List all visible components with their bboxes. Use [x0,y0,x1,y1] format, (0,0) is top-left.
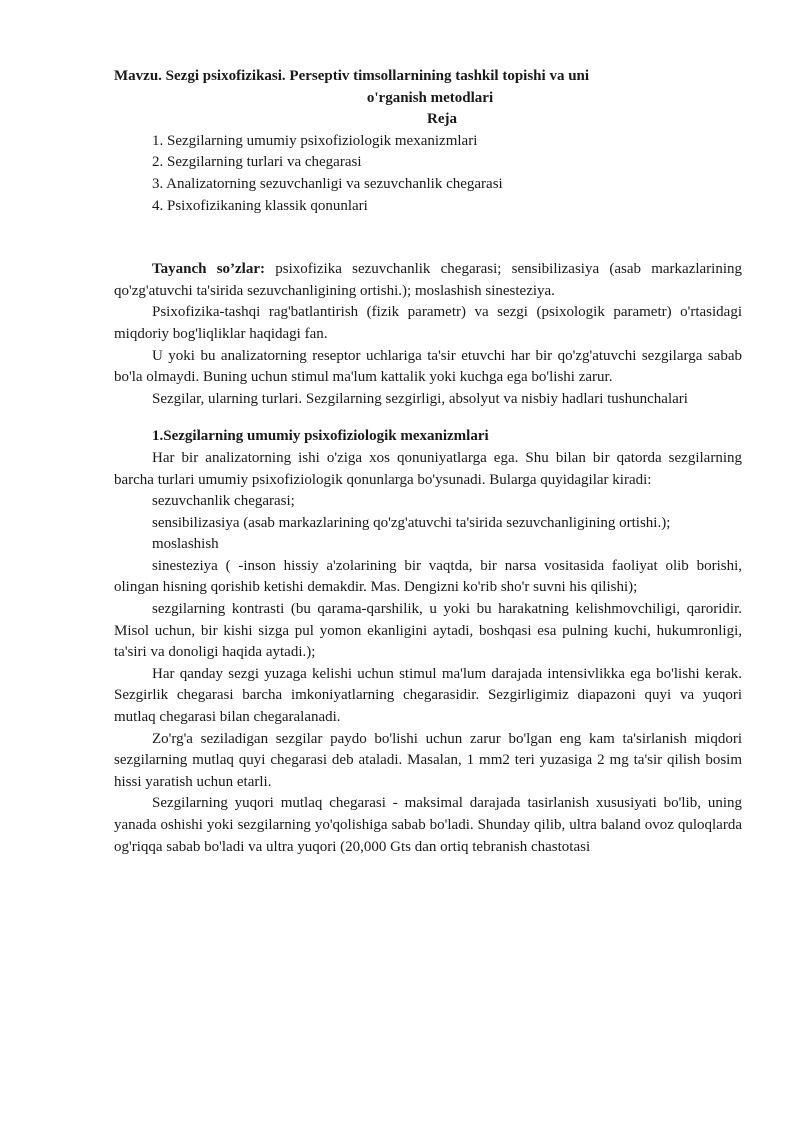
spacer [114,217,742,259]
section-1-heading: 1.Sezgilarning umumiy psixofiziologik mexanizmlari [152,428,489,445]
section-1-paragraph-lower-threshold: Zo'rg'a seziladigan sezgilar paydo bo'lishi uchun zarur bo'lgan eng kam ta'sirlanish miqdori sezgilarning mutlaq quyi chegarasi deb ataladi. Masalan, 1 mm2 teri yuzasiga 2 mg ta'sir qilish bosim hissi yaratish uchun etarli. [114,730,742,790]
document-title-line2: o'rganish metodlari [366,89,494,106]
plan-heading: Reja [427,111,457,128]
paragraph-concepts: Sezgilar, ularning turlari. Sezgilarning sezgirligi, absolyut va nisbiy hadlari tushunchalari [152,390,688,407]
paragraph-stimulus: U yoki bu analizatorning reseptor uchlariga ta'sir etuvchi har bir qo'zg'atuvchi sezgilarga sabab bo'la olmaydi. Buning uchun stimul ma'lum kattalik yoki kuchga ega bo'lishi zarur. [114,347,742,386]
section-gap [114,410,742,426]
section-1-paragraph-1: Har bir analizatorning ishi o'ziga xos qonuniyatlarga ega. Shu bilan bir qatorda sezgilarning barcha turlari umumiy psixofiziologik qonunlarga bo'ysunadi. Bularga quyidagilar kiradi: [114,449,742,488]
plan-item-4: 4. Psixofizikaning klassik qonunlari [152,197,368,214]
document-title-line1: Mavzu. Sezgi psixofizikasi. Perseptiv timsollarnining tashkil topishi va uni [114,68,590,84]
section-1-list-item-2: sensibilizasiya (asab markazlarining qo'zg'atuvchi ta'sirida sezuvchanligining ortishi.); [152,514,671,531]
section-1-paragraph-upper-threshold: Sezgilarning yuqori mutlaq chegarasi - maksimal darajada tasirlanish xususiyati bo'lib, uning yanada oshishi yoki sezgilarning yo'qolishiga sabab bo'ladi. Shunday qilib, ultra baland ovoz quloqlarda og'riqqa sabab bo'ladi va ultra yuqori (20,000 Gts dan ortiq tebranish chastotasi [114,795,742,855]
section-1-paragraph-sinesteziya: sinesteziya ( -inson hissiy a'zolarining bir vaqtda, bir narsa vositasida faoliyat olib borishi, olingan hisning qorishib ketishi demakdir. Mas. Dengizni ko'rib sho'r suvni his qilishi); [114,557,742,596]
plan-item-3: 3. Analizatorning sezuvchanligi va sezuvchanlik chegarasi [152,175,503,192]
section-1-paragraph-kontrast: sezgilarning kontrasti (bu qarama-qarshilik, u yoki bu harakatning kelishmovchiligi, qaroridir. Misol uchun, bir kishi sizga pul yomon ekanligini aytadi, boshqasi esa pulning kuchi, hukumronligi, ta'siri va donoligi haqida aytadi.); [114,601,742,661]
document-page [114,66,742,858]
key-words-paragraph [114,259,742,302]
plan-item-1: 1. Sezgilarning umumiy psixofiziologik mexanizmlari [152,132,478,149]
key-words-text: psixofizika sezuvchanlik chegarasi; sensibilizasiya (asab markazlarining qo'zg'atuvchi ta'sirida sezuvchanligining ortishi.); moslashish sinesteziya. [114,261,743,299]
section-1-list-item-1: sezuvchanlik chegarasi; [152,493,295,510]
plan-item-2: 2. Sezgilarning turlari va chegarasi [152,154,362,171]
key-words-label: Tayanch so’zlar: [152,261,266,278]
section-1-paragraph-intensity: Har qanday sezgi yuzaga kelishi uchun stimul ma'lum darajada intensivlikka ega bo'lishi kerak. Sezgirlik chegarasi barcha imkoniyatlarning chegarasidir. Sezgirligimiz diapazoni quyi va yuqori mutlaq chegarasi bilan chegaralanadi. [114,665,742,726]
section-1-list-item-3: moslashish [152,536,219,553]
paragraph-psixofizika-definition: Psixofizika-tashqi rag'batlantirish (fizik parametr) va sezgi (psixologik parametr) o'rtasidagi miqdoriy bog'liqliklar haqidagi fan. [114,304,742,342]
